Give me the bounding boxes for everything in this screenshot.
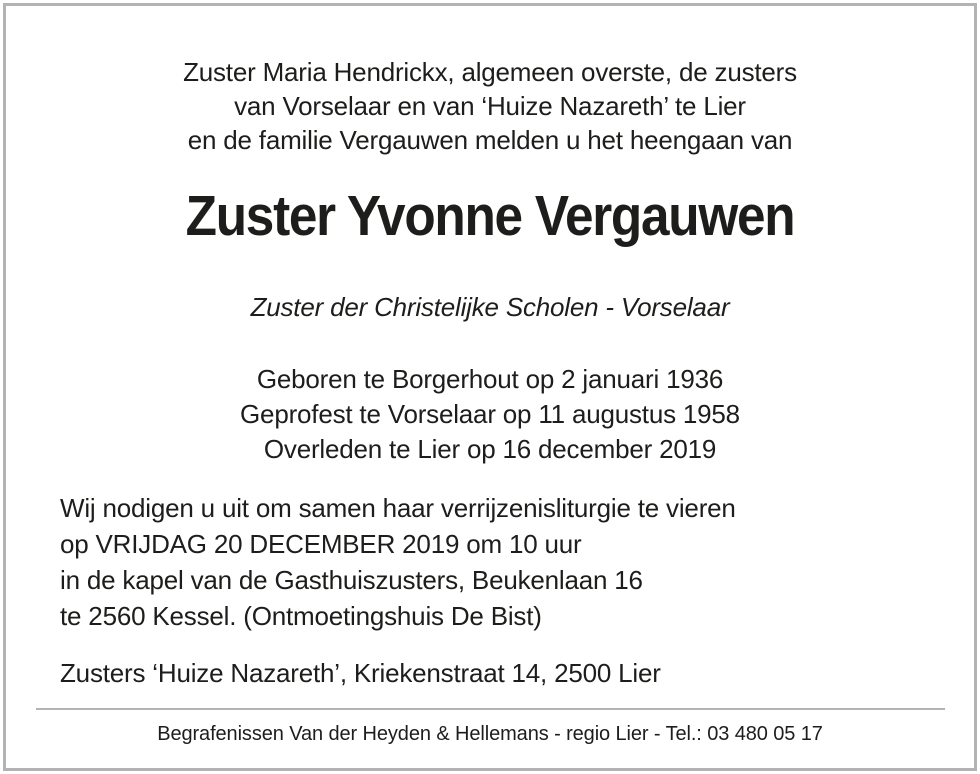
invitation-line: op VRIJDAG 20 DECEMBER 2019 om 10 uur bbox=[60, 529, 582, 559]
funeral-home-footer: Begrafenissen Van der Heyden & Hellemans - regio Lier - Tel.: 03 480 05 17 bbox=[157, 723, 823, 745]
intro-line: van Vorselaar en van ‘Huize Nazareth’ te Lier bbox=[234, 91, 746, 121]
intro-paragraph bbox=[0, 55, 980, 157]
profession-line: Geprofest te Vorselaar op 11 augustus 1958 bbox=[240, 399, 740, 429]
deceased-name: Zuster Yvonne Vergauwen bbox=[185, 184, 795, 248]
death-line: Overleden te Lier op 16 december 2019 bbox=[263, 434, 717, 464]
invitation-line: te 2560 Kessel. (Ontmoetingshuis De Bist) bbox=[60, 601, 542, 631]
intro-line: en de familie Vergauwen melden u het heengaan van bbox=[187, 125, 793, 155]
invitation-line: in de kapel van de Gasthuiszusters, Beukenlaan 16 bbox=[60, 565, 643, 595]
congregation-subtitle: Zuster der Christelijke Scholen - Vorselaar bbox=[250, 292, 730, 322]
condolence-address: Zusters ‘Huize Nazareth’, Kriekenstraat 14, 2500 Lier bbox=[60, 658, 661, 688]
birth-line: Geboren te Borgerhout op 2 januari 1936 bbox=[256, 364, 724, 394]
invitation-paragraph bbox=[60, 490, 736, 634]
invitation-line: Wij nodigen u uit om samen haar verrijzenisliturgie te vieren bbox=[60, 493, 736, 523]
intro-line: Zuster Maria Hendrickx, algemeen overste, de zusters bbox=[183, 57, 797, 87]
footer-divider bbox=[36, 708, 945, 710]
life-dates bbox=[0, 362, 980, 467]
